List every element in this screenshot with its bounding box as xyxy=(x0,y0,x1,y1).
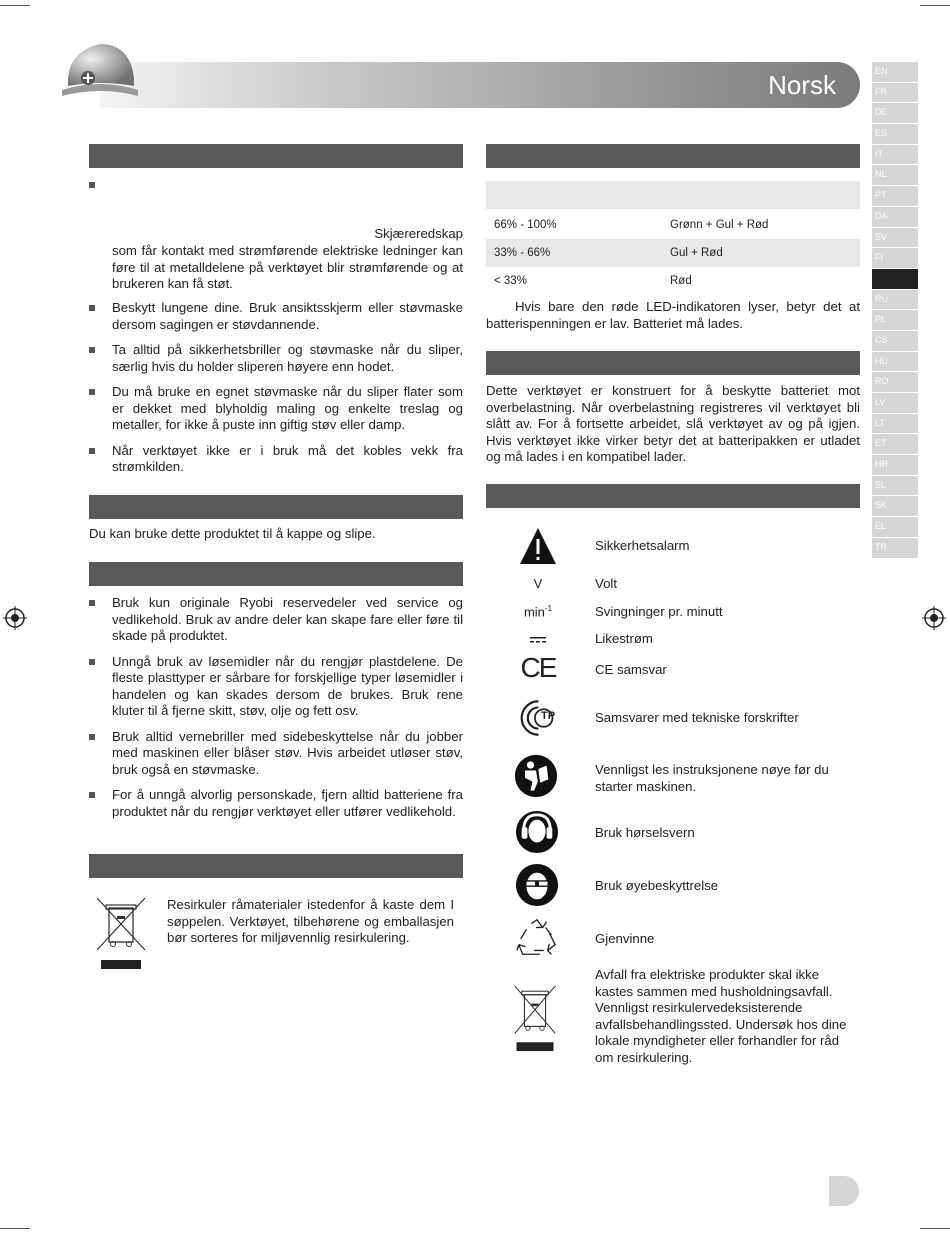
table-cell: 66% - 100% xyxy=(494,219,557,231)
dc-current-icon xyxy=(516,631,560,647)
table-header xyxy=(486,181,860,209)
lang-tab[interactable]: NL xyxy=(872,165,918,185)
crop-mark xyxy=(920,1228,950,1229)
min-symbol: $\min^{-1}$ xyxy=(523,604,553,620)
lang-tab[interactable]: CS xyxy=(872,331,918,351)
volt-symbol: V xyxy=(533,576,543,591)
lang-tab[interactable]: EL xyxy=(872,517,918,537)
symbol-label: Sikkerhetsalarm xyxy=(595,538,690,553)
recycle-text: Resirkuler råmaterialer istedenfor å kaste dem I søppelen. Verktøyet, tilbehørene og emballasjen bør sorteres for miljøvennlig resirkulering. xyxy=(167,897,454,945)
lang-tab[interactable]: PL xyxy=(872,310,918,330)
gost-tp-text: TP xyxy=(541,710,556,722)
table-row xyxy=(486,239,860,267)
list-item: Ta alltid på sikkerhetsbriller og støvmaske når du sliper, særlig hvis du holder sliperen høyere enn hodet. xyxy=(89,342,463,375)
recycle-icon xyxy=(515,917,559,959)
page-number-badge xyxy=(829,1176,859,1206)
crop-mark xyxy=(0,1228,30,1229)
table-cell: < 33% xyxy=(494,275,527,287)
table-row xyxy=(486,267,860,295)
symbol-label: Samsvarer med tekniske forskrifter xyxy=(595,710,799,725)
registration-mark-icon xyxy=(922,606,946,630)
lang-tab[interactable]: LV xyxy=(872,393,918,413)
section-bar xyxy=(486,144,860,168)
list-item: For å unngå alvorlig personskade, fjern alltid batteriene fra produktet når du rengjør verktøyet eller utfører vedlikehold. xyxy=(89,787,463,820)
lang-tab[interactable]: EN xyxy=(872,62,918,82)
symbol-label: Volt xyxy=(595,576,617,591)
safety-text-cont: som får kontakt med strømførende elektriske ledninger kan føre til at metalldelene på verktøyet blir strømførende og at brukeren kan få støt. xyxy=(112,243,463,291)
symbol-label: Avfall fra elektriske produkter skal ikke kastes sammen med husholdningsavfall. Vennligst resirkulervedeksisterende avfallsbehandlingssted. Undersøk hos dine lokale myndigheter eller forhandler for råd om resirkulering. xyxy=(595,967,847,1065)
table-row xyxy=(486,211,860,239)
list-item: Du må bruke en egnet støvmaske når du sliper flater som er dekket med blyholdig maling og enkelte treslag og metaller, for ikke å puste inn giftig støv eller damp. xyxy=(89,384,463,434)
section-bar xyxy=(486,484,860,508)
table-cell: Rød xyxy=(670,275,692,287)
section-bar xyxy=(89,495,463,519)
symbol-label: Gjenvinne xyxy=(595,931,655,946)
weee-bin-icon xyxy=(513,977,557,1067)
section-bar xyxy=(89,562,463,586)
symbol-label: Vennligst les instruksjonene nøye før du starter maskinen. xyxy=(595,762,829,794)
table-cell: Grønn + Gul + Rød xyxy=(670,219,769,231)
battery-table xyxy=(486,211,860,295)
symbol-label: Likestrøm xyxy=(595,631,653,646)
ear-protection-icon xyxy=(515,809,559,855)
lang-tab[interactable]: HU xyxy=(872,352,918,372)
lang-tab[interactable]: HR xyxy=(872,455,918,475)
ce-mark-icon: CE xyxy=(520,652,556,683)
intended-use-text: Du kan bruke dette produktet til å kappe og slipe. xyxy=(89,526,376,541)
lang-tab[interactable]: LT xyxy=(872,414,918,434)
list-item: Beskytt lungene dine. Bruk ansiktsskjerm eller støvmaske dersom sagingen er støvdannende. xyxy=(89,300,463,333)
lang-tab[interactable]: DE xyxy=(872,103,918,123)
lang-tab[interactable]: SL xyxy=(872,476,918,496)
helmet-icon xyxy=(60,34,140,114)
eye-protection-icon xyxy=(515,862,559,908)
symbol-label: Bruk øyebeskyttrelse xyxy=(595,878,719,893)
warning-triangle-icon xyxy=(516,524,560,568)
battery-note: Hvis bare den røde LED-indikatoren lyser, betyr det at batterispenningen er lav. Batteriet må lades. xyxy=(486,299,860,331)
lang-tab[interactable]: RO xyxy=(872,372,918,392)
symbol-label: Bruk hørselsvern xyxy=(595,825,695,840)
overload-text: Dette verktøyet er konstruert for å beskytte batteriet mot overbelastning. Når overbelastning registreres vil verktøyet bli slått av. For å fortsette arbeidet, slå verktøyet av og på igjen. Hvis verktøyet ikke virker betyr det at batteripakken er utladet og må lades i en kompatibel lader. xyxy=(486,383,860,464)
lang-tab[interactable]: IT xyxy=(872,145,918,165)
registration-mark-icon xyxy=(3,606,27,630)
list-item: Unngå bruk av løsemidler når du rengjør plastdelene. De fleste plasttyper er sårbare for forskjellige typer løsemidler i handelen og kan skades dersom de brukes. Bruk rene kluter til å fjerne skitt, støv, olje og fett osv. xyxy=(89,654,463,720)
list-item: Bruk kun originale Ryobi reservedeler ved service og vedlikehold. Bruk av andre deler kan skape fare eller føre til skade på produktet. xyxy=(89,595,463,645)
header-bar xyxy=(100,62,860,108)
lang-tab-active[interactable] xyxy=(872,269,918,289)
crop-mark xyxy=(920,5,950,6)
section-bar xyxy=(89,144,463,168)
lang-tab[interactable]: SK xyxy=(872,496,918,516)
lang-tab[interactable]: SV xyxy=(872,228,918,248)
section-bar xyxy=(89,854,463,878)
lang-tab[interactable]: RU xyxy=(872,290,918,310)
lang-tab[interactable]: PT xyxy=(872,186,918,206)
table-cell: Gul + Rød xyxy=(670,247,723,259)
safety-bullets xyxy=(89,300,463,485)
lang-tab[interactable]: FR xyxy=(872,83,918,103)
list-item: Når verktøyet ikke er i bruk må det kobles vekk fra strømkilden. xyxy=(89,443,463,476)
read-manual-icon xyxy=(514,752,558,800)
bullet-square xyxy=(89,182,95,188)
crop-mark xyxy=(0,5,30,6)
page-title: Norsk xyxy=(768,70,836,100)
maintenance-bullets xyxy=(89,595,463,829)
lang-tab[interactable]: FI xyxy=(872,248,918,268)
table-cell: 33% - 66% xyxy=(494,247,551,259)
lang-tab[interactable]: ES xyxy=(872,124,918,144)
symbol-label: CE samsvar xyxy=(595,662,667,677)
lang-tab[interactable]: TR xyxy=(872,538,918,558)
symbol-label: Svingninger pr. minutt xyxy=(595,604,723,619)
weee-bin-icon xyxy=(95,896,147,970)
list-item: Bruk alltid vernebriller med sidebeskyttelse når du jobber med maskinen eller blåser støv. Hvis arbeidet utløser støv, bruk også en støvmaske. xyxy=(89,729,463,779)
lang-tab[interactable]: ET xyxy=(872,434,918,454)
language-tabs xyxy=(872,62,918,559)
section-bar xyxy=(486,351,860,375)
safety-text-line: Skjæreredskap xyxy=(374,226,463,241)
lang-tab[interactable]: DA xyxy=(872,207,918,227)
